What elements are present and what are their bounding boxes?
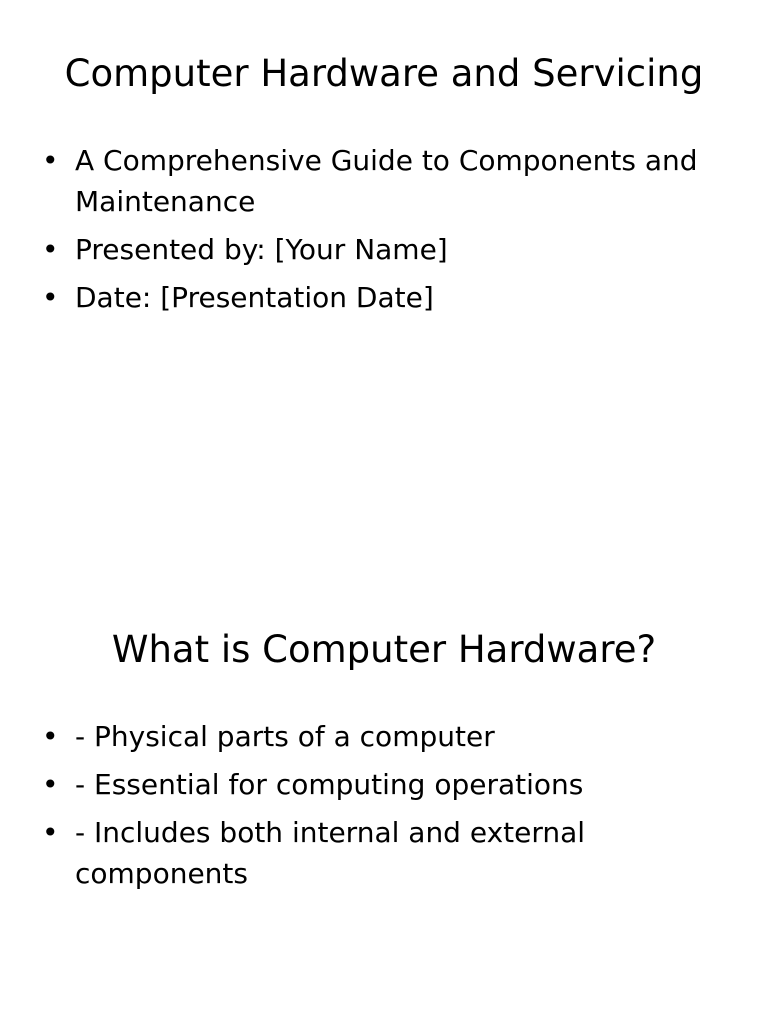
slide-2 — [0, 576, 768, 1024]
bullet-text: - Essential for computing operations — [75, 768, 584, 801]
bullet-item — [42, 140, 702, 222]
bullet-text: - Includes both internal and external components — [75, 816, 586, 890]
bullet-dot-icon: • — [42, 720, 59, 753]
bullet-dot-icon: • — [42, 816, 59, 849]
bullet-text: - Physical parts of a computer — [75, 720, 495, 753]
bullet-dot-icon: • — [42, 281, 59, 314]
bullet-dot-icon: • — [42, 233, 59, 266]
bullet-item — [42, 812, 702, 894]
bullet-dot-icon: • — [42, 144, 59, 177]
slide-title: What is Computer Hardware? — [111, 628, 657, 671]
bullet-item — [42, 764, 702, 805]
bullet-item — [42, 277, 702, 318]
bullet-item — [42, 229, 702, 270]
bullet-list — [42, 716, 702, 901]
bullet-text: Presented by: [Your Name] — [75, 233, 448, 266]
bullet-dot-icon: • — [42, 768, 59, 801]
bullet-text: Date: [Presentation Date] — [75, 281, 434, 314]
bullet-text: A Comprehensive Guide to Components and Maintenance — [75, 144, 698, 218]
bullet-list — [42, 140, 702, 325]
slide-title: Computer Hardware and Servicing — [64, 52, 704, 95]
bullet-item — [42, 716, 702, 757]
